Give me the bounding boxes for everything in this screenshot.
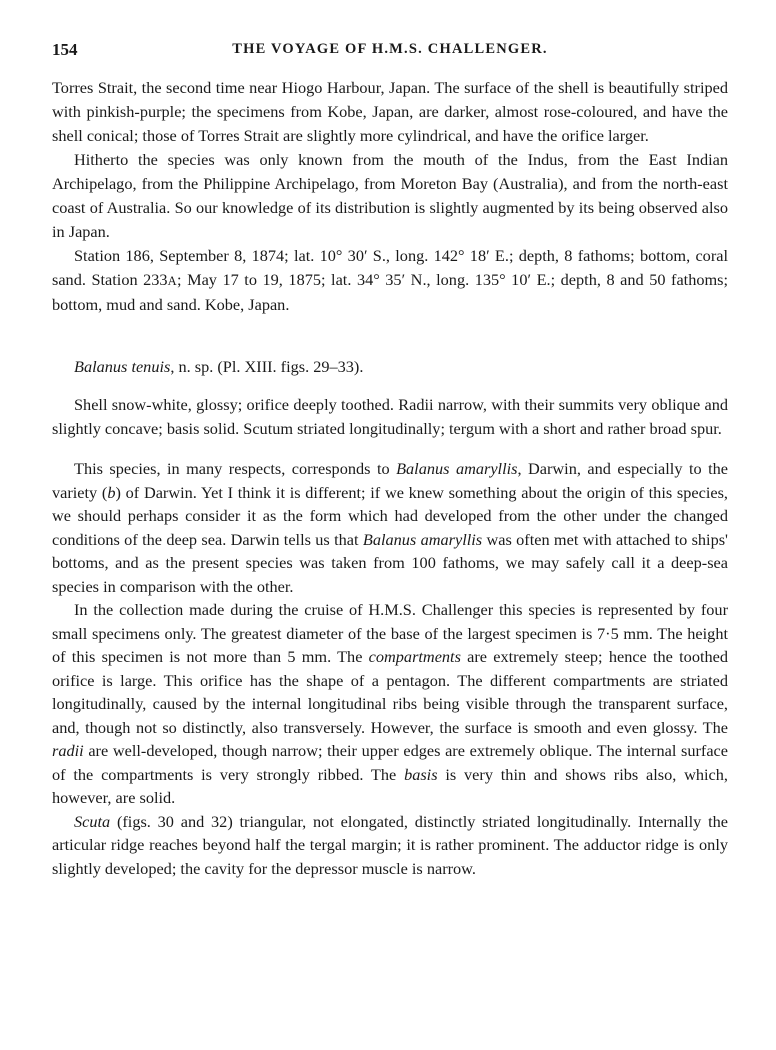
description-section — [52, 457, 728, 880]
italic-run: radii — [52, 741, 84, 760]
intro-paragraph-2: Hitherto the species was only known from the mouth of the Indus, from the East Indian Archipelago, from the Philippine Archipelago, from Moreton Bay (Australia), and from the north-east coast of Australia. So our knowledge of its distribution is slightly augmented by its being observed also in Japan. — [52, 150, 728, 241]
diagnosis-paragraph: Shell snow-white, glossy; orifice deeply toothed. Radii narrow, with their summits very oblique and slightly concave; basis solid. Scutum striated longitudinally; tergum with a short and rather broad spur. — [52, 395, 728, 438]
italic-run: b — [107, 482, 116, 502]
text-run: In the collection made during the cruise of H.M.S. Challenger this species is represented by four small specimens only. The greatest diameter of the base of the largest specimen is 7·5 mm. The height of this specimen is not more than 5 mm. The — [52, 600, 728, 666]
intro-section — [52, 76, 728, 317]
station-paragraph — [52, 244, 728, 317]
description-paragraph-1 — [52, 457, 728, 598]
description-paragraph-2 — [52, 598, 728, 810]
text-run: was often met with attached to ships' bottoms, and as the present species was taken from 100 fathoms, we may safely call it a deep-sea species in comparison with the other. — [52, 529, 728, 596]
text-run: This species, in many respects, corresponds to — [74, 459, 397, 478]
description-paragraph-3 — [52, 810, 728, 881]
text-run: are well-developed, though narrow; their upper edges are extremely oblique. The internal surface of the compartments is very strongly ribbed. The — [52, 741, 728, 784]
station-text-b: ; May 17 to 19, 1875; lat. 34° 35′ N., long. 135° 10′ E.; depth, 8 and 50 fathoms; bottom, mud and sand. Kobe, Japan. — [52, 270, 729, 314]
station-text-a: Station 186, September 8, 1874; lat. 10° 30′ S., long. 142° 18′ E.; depth, 8 fathoms; bottom, coral sand. Station 233 — [52, 246, 728, 289]
running-title: THE VOYAGE OF H.M.S. CHALLENGER. — [232, 41, 548, 57]
page-number: 154 — [52, 40, 78, 59]
italic-run: Scuta — [74, 811, 111, 831]
page-header — [52, 40, 728, 64]
diagnosis-section — [52, 393, 728, 441]
text-run: is very thin and shows ribs also, which, however, are solid. — [52, 764, 728, 807]
text-run: ) of Darwin. Yet I think it is different; if we knew something about the origin of this species, we should perhaps consider it as the form which had developed from the other under the changed conditions of the deep sea. Darwin tells us that — [52, 482, 728, 549]
text-run: , Darwin, and especially to the variety ( — [52, 459, 728, 502]
text-run: (figs. 30 and 32) triangular, not elongated, distinctly striated longitudinally. Internally the articular ridge reaches beyond half the tergal margin; it is rather prominent. The adductor ridge is only slightly developed; the cavity for the depressor muscle is narrow. — [52, 811, 728, 878]
page — [52, 40, 728, 880]
italic-run: basis — [404, 764, 438, 784]
italic-run: compartments — [368, 647, 461, 666]
species-name: Balanus tenuis — [74, 357, 171, 376]
intro-paragraph-1: Torres Strait, the second time near Hiogo Harbour, Japan. The surface of the shell is beautifully striped with pinkish-purple; the specimens from Kobe, Japan, are darker, almost rose-coloured, and have the shell conical; those of Torres Strait are slightly more cylindrical, and have the orifice larger. — [52, 78, 728, 145]
species-heading — [74, 355, 728, 379]
species-heading-rest: , n. sp. (Pl. XIII. figs. 29–33). — [170, 357, 364, 376]
text-run: are extremely steep; hence the toothed orifice is large. This orifice has the shape of a pentagon. The different compartments are striated longitudinally, caused by the internal longitudinal ribs being visible through the transparent surface, and, though not so distinctly, also transversely. However, the surface is smooth and even glossy. The — [52, 647, 728, 737]
italic-run: Balanus amaryllis — [396, 459, 518, 478]
station-smallcaps: A — [167, 274, 178, 288]
italic-run: Balanus amaryllis — [362, 529, 483, 549]
